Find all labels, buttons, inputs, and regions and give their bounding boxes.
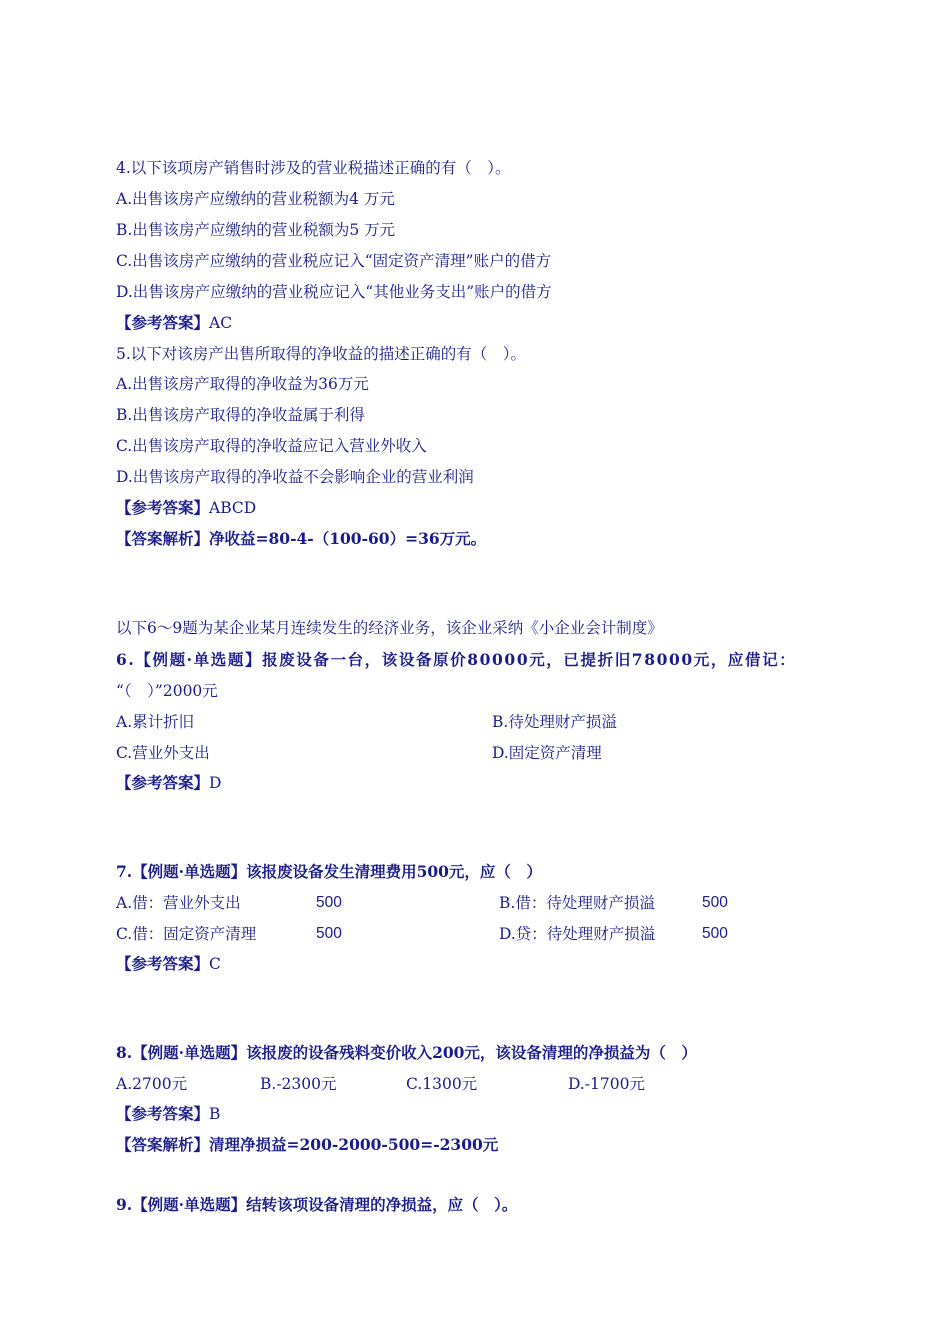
section-intro: 以下6～9题为某企业某月连续发生的经济业务，该企业采纳《小企业会计制度》 (116, 619, 663, 637)
answer-value: D (209, 774, 222, 792)
question-7-option-d-amount: 500 (702, 925, 728, 942)
question-7-answer (116, 954, 221, 974)
answer-value: ABCD (209, 499, 257, 517)
question-7-option-c: C.借：固定资产清理 (116, 925, 257, 943)
question-6-stem: 6.【例题·单选题】报废设备一台，该设备原价80000元，已提折旧78000元，应借记： (116, 650, 797, 669)
question-6-answer (116, 773, 221, 793)
question-4-option-c: C.出售该房产应缴纳的营业税应记入“固定资产清理”账户的借方 (116, 252, 552, 270)
question-8-answer (116, 1104, 220, 1124)
question-7-option-c-amount: 500 (316, 925, 342, 942)
analysis-label: 【答案解析】 (116, 529, 210, 548)
answer-label: 【参考答案】 (116, 313, 210, 332)
answer-value: C (209, 955, 221, 973)
question-4-option-d: D.出售该房产应缴纳的营业税应记入“其他业务支出”账户的借方 (116, 283, 552, 301)
question-7-option-b: B.借：待处理财产损溢 (499, 894, 655, 912)
question-5-analysis (116, 529, 486, 549)
question-7-option-b-amount: 500 (702, 894, 728, 911)
answer-label: 【参考答案】 (116, 954, 210, 973)
question-5-option-c: C.出售该房产取得的净收益应记入营业外收入 (116, 437, 427, 455)
question-6-option-d: D.固定资产清理 (492, 744, 602, 762)
question-5-option-b: B.出售该房产取得的净收益属于利得 (116, 406, 365, 424)
question-5-stem: 5.以下对该房产出售所取得的净收益的描述正确的有（ ）。 (116, 345, 527, 363)
question-7-option-a-amount: 500 (316, 894, 342, 911)
question-9-stem: 9.【例题·单选题】结转该项设备清理的净损益，应（ ）。 (116, 1195, 518, 1214)
question-8-option-a: A.2700元 (116, 1075, 188, 1093)
question-6-option-b: B.待处理财产损溢 (492, 713, 617, 731)
question-4-stem: 4.以下该项房产销售时涉及的营业税描述正确的有（ ）。 (116, 159, 511, 177)
question-7-option-a: A.借：营业外支出 (116, 894, 241, 912)
question-5-option-d: D.出售该房产取得的净收益不会影响企业的营业利润 (116, 468, 474, 486)
question-4-option-b: B.出售该房产应缴纳的营业税额为5 万元 (116, 221, 396, 239)
analysis-label: 【答案解析】 (116, 1135, 210, 1154)
question-5-answer (116, 498, 256, 518)
question-6-option-a: A.累计折旧 (116, 713, 195, 731)
analysis-text: 净收益=80-4-（100-60）=36万元。 (209, 529, 487, 548)
question-8-analysis (116, 1135, 498, 1155)
answer-label: 【参考答案】 (116, 1104, 210, 1123)
question-8-stem: 8.【例题·单选题】该报废的设备残料变价收入200元，该设备清理的净损益为（ ） (116, 1043, 697, 1062)
question-8-option-b: B.-2300元 (260, 1075, 337, 1093)
question-6-stem-continued: “（ ）”2000元 (116, 682, 218, 700)
answer-label: 【参考答案】 (116, 773, 210, 792)
question-5-option-a: A.出售该房产取得的净收益为36万元 (116, 375, 369, 393)
question-8-option-c: C.1300元 (406, 1075, 478, 1093)
question-6-option-c: C.营业外支出 (116, 744, 210, 762)
question-7-stem: 7.【例题·单选题】该报废设备发生清理费用500元，应（ ） (116, 862, 542, 881)
analysis-text: 清理净损益=200-2000-500=-2300元 (209, 1135, 499, 1154)
question-4-option-a: A.出售该房产应缴纳的营业税额为4 万元 (116, 190, 395, 208)
question-7-option-d: D.贷：待处理财产损溢 (499, 925, 656, 943)
answer-value: AC (209, 314, 233, 332)
answer-value: B (209, 1105, 221, 1123)
question-8-option-d: D.-1700元 (568, 1075, 645, 1093)
answer-label: 【参考答案】 (116, 498, 210, 517)
question-4-answer (116, 313, 232, 333)
